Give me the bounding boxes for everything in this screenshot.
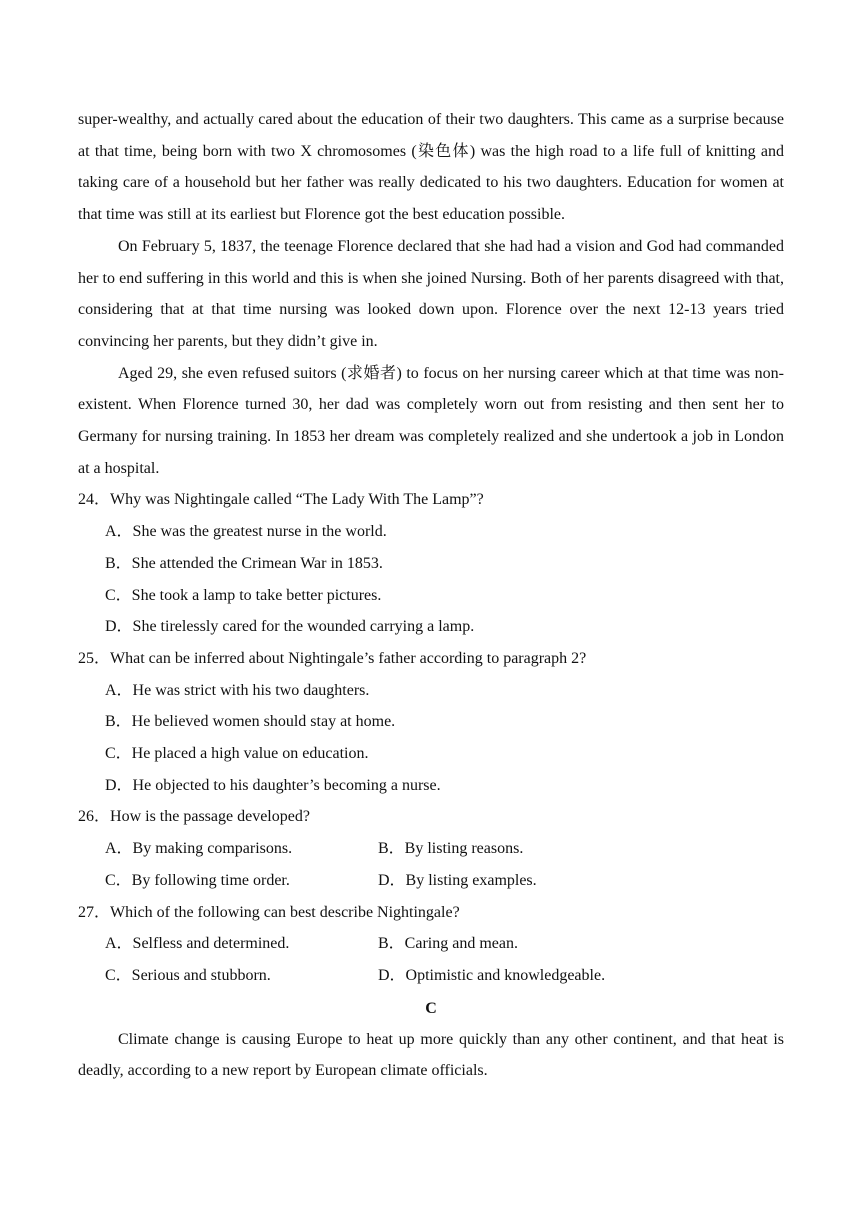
passage-c-paragraph-1: Climate change is causing Europe to heat up more quickly than any other continent, and that heat is deadly, according to a new report by European climate officials.: [78, 1030, 784, 1080]
option-a[interactable]: A．By making comparisons.: [105, 840, 293, 858]
option-row: [78, 833, 784, 865]
option-b[interactable]: B．She attended the Crimean War in 1853.: [105, 554, 383, 572]
option-a[interactable]: A．He was strict with his two daughters.: [105, 681, 370, 699]
option-a[interactable]: A．She was the greatest nurse in the world.: [105, 523, 387, 541]
option-row: [78, 865, 784, 897]
option-row: [78, 960, 784, 992]
question-24: [78, 484, 784, 643]
question-number: 26．: [78, 808, 111, 826]
question-25: [78, 643, 784, 802]
option-c[interactable]: C．By following time order.: [105, 871, 290, 889]
passage-b-paragraph-1: super-wealthy, and actually cared about the education of their two daughters. This came as a surprise because at that time, being born with two X chromosomes (染色体) was the high road to a life full of knitting and taking care of a household but her father was really dedicated to his two daughters. Education for women at that time was still at its earliest but Florence got the best education possible.: [78, 111, 784, 224]
question-text: Which of the following can best describe Nightingale?: [110, 903, 460, 921]
option-c[interactable]: C．Serious and stubborn.: [105, 966, 271, 984]
option-d[interactable]: D．Optimistic and knowledgeable.: [378, 966, 606, 984]
passage-b-paragraph-3: Aged 29, she even refused suitors (求婚者) to focus on her nursing career which at that time was non-existent. When Florence turned 30, her dad was completely worn out from resisting and then sent her to Germany for nursing training. In 1853 her dream was completely realized and she undertook a job in London at a hospital.: [78, 364, 784, 477]
option-b[interactable]: B．He believed women should stay at home.: [105, 713, 396, 731]
option-d[interactable]: D．He objected to his daughter’s becoming a nurse.: [105, 776, 441, 794]
option-row: [78, 928, 784, 960]
question-number: 27．: [78, 903, 111, 921]
question-text: Why was Nightingale called “The Lady With The Lamp”?: [110, 491, 484, 509]
option-c[interactable]: C．He placed a high value on education.: [105, 745, 369, 763]
option-b[interactable]: B．Caring and mean.: [378, 935, 518, 953]
passage-b-paragraph-2: On February 5, 1837, the teenage Florence declared that she had had a vision and God had commanded her to end suffering in this world and this is when she joined Nursing. Both of her parents disagreed with that, considering that at that time nursing was looked down upon. Florence over the next 12-13 years tried convincing her parents, but they didn’t give in.: [78, 237, 784, 350]
question-number: 25．: [78, 649, 111, 667]
option-b[interactable]: B．By listing reasons.: [378, 840, 524, 858]
option-a[interactable]: A．Selfless and determined.: [105, 935, 290, 953]
section-heading-c: C: [425, 999, 437, 1017]
option-d[interactable]: D．By listing examples.: [378, 871, 537, 889]
question-text: How is the passage developed?: [110, 808, 310, 826]
option-c[interactable]: C．She took a lamp to take better pictures.: [105, 586, 382, 604]
exam-page: [78, 104, 784, 1087]
question-text: What can be inferred about Nightingale’s father according to paragraph 2?: [110, 649, 587, 667]
question-number: 24．: [78, 491, 111, 509]
question-26: [78, 801, 784, 896]
option-d[interactable]: D．She tirelessly cared for the wounded carrying a lamp.: [105, 618, 475, 636]
question-27: [78, 897, 784, 992]
